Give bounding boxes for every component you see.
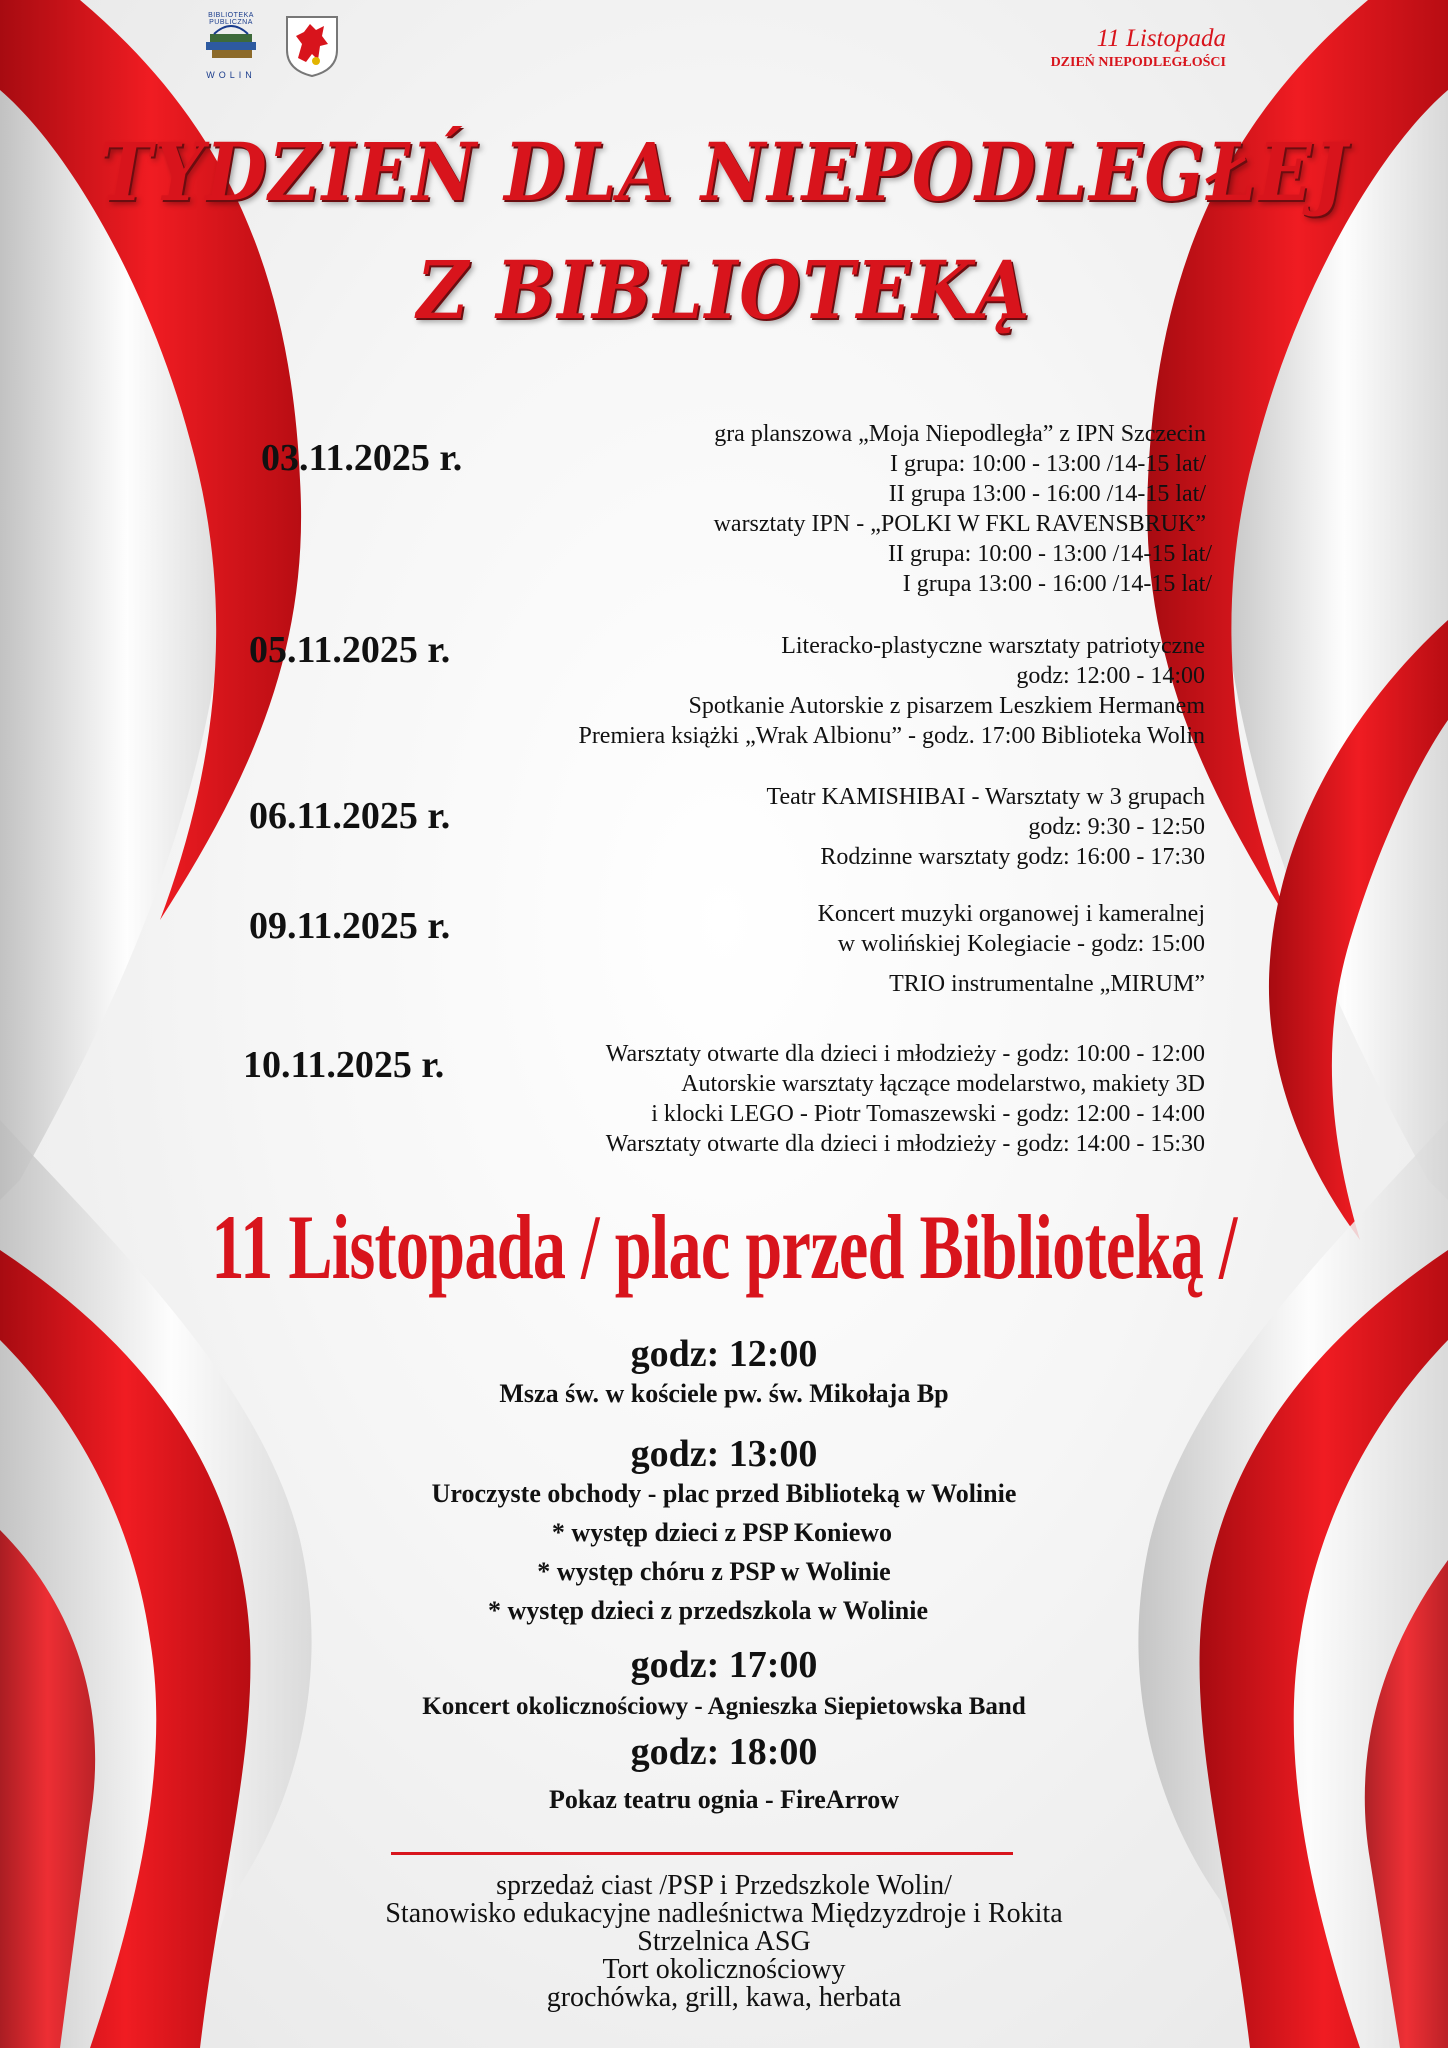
- library-logo-text: BIBLIOTEKA PUBLICZNA: [208, 12, 254, 26]
- event-line: warsztaty IPN - „POLKI W FKL RAVENSBRUK”: [713, 511, 1206, 537]
- nov11-hour: godz: 17:00: [630, 1644, 818, 1686]
- event-line: Teatr KAMISHIBAI - Warsztaty w 3 grupach: [766, 784, 1205, 810]
- event-date: 09.11.2025 r.: [249, 905, 451, 947]
- corner-date: 11 Listopada: [1096, 25, 1226, 52]
- event-description: [713, 419, 1212, 599]
- independence-day-label: [1051, 24, 1226, 72]
- event-line: Literacko-plastyczne warsztaty patriotyczne: [781, 633, 1205, 659]
- event-description: [767, 782, 1206, 872]
- event-line: w wolińskiej Kolegiacie - godz: 15:00: [837, 931, 1205, 957]
- poster-title-line1: TYDZIEŃ DLA NIEPODLEGŁEJ: [99, 125, 1349, 219]
- poster-title-line2: Z BIBLIOTEKĄ: [416, 243, 1032, 337]
- corner-subtitle: DZIEŃ NIEPODLEGŁOŚCI: [1050, 55, 1226, 70]
- event-description: [578, 631, 1205, 751]
- footer-line: Stanowisko edukacyjne nadleśnictwa Międzyzdroje i Rokita: [385, 1898, 1063, 1929]
- event-line: Spotkanie Autorskie z pisarzem Leszkiem Hermanem: [688, 693, 1205, 719]
- event-line: Koncert muzyki organowej i kameralnej: [817, 901, 1205, 927]
- library-logo-town: WOLIN: [206, 70, 256, 80]
- event-line: Warsztaty otwarte dla dzieci i młodzieży - godz: 10:00 - 12:00: [605, 1041, 1205, 1067]
- event-date: 05.11.2025 r.: [249, 629, 451, 671]
- nov11-hour: godz: 18:00: [630, 1731, 818, 1773]
- event-line: Warsztaty otwarte dla dzieci i młodzieży - godz: 14:00 - 15:30: [605, 1131, 1205, 1157]
- event-line: TRIO instrumentalne „MIRUM”: [889, 971, 1205, 997]
- nov11-activity: * występ dzieci z przedszkola w Wolinie: [487, 1596, 929, 1625]
- event-date: 06.11.2025 r.: [249, 795, 451, 837]
- event-line: I grupa 13:00 - 16:00 /14-15 lat/: [902, 571, 1212, 597]
- event-line: II grupa: 10:00 - 13:00 /14-15 lat/: [888, 541, 1212, 567]
- event-line: godz: 12:00 - 14:00: [1016, 663, 1205, 689]
- event-line: II grupa 13:00 - 16:00 /14-15 lat/: [888, 481, 1206, 507]
- library-logo: [190, 12, 272, 80]
- event-line: Rodzinne warsztaty godz: 16:00 - 17:30: [820, 844, 1205, 870]
- nov11-activity: Pokaz teatru ognia - FireArrow: [549, 1785, 899, 1814]
- event-line: Autorskie warsztaty łączące modelarstwo, makiety 3D: [681, 1071, 1205, 1097]
- nov11-activity: Koncert okolicznościowy - Agnieszka Siepietowska Band: [422, 1693, 1026, 1720]
- header-logos: [190, 12, 340, 80]
- event-date: 03.11.2025 r.: [261, 437, 463, 479]
- nov11-activity: * występ chóru z PSP w Wolinie: [537, 1557, 891, 1586]
- section-divider: [391, 1852, 1013, 1855]
- footer-line: Tort okolicznościowy: [602, 1954, 846, 1985]
- event-line: gra planszowa „Moja Niepodległa” z IPN Szczecin: [714, 421, 1206, 447]
- event-date: 10.11.2025 r.: [243, 1044, 445, 1086]
- nov11-heading: 11 Listopada / plac przed Biblioteką /: [211, 1196, 1237, 1298]
- nov11-hour: godz: 12:00: [630, 1333, 818, 1375]
- event-description: [818, 899, 1205, 999]
- event-line: Premiera książki „Wrak Albionu” - godz. 17:00 Biblioteka Wolin: [578, 723, 1205, 749]
- footer-line: Strzelnica ASG: [637, 1926, 811, 1957]
- event-line: I grupa: 10:00 - 13:00 /14-15 lat/: [890, 451, 1206, 477]
- nov11-activity: Msza św. w kościele pw. św. Mikołaja Bp: [499, 1379, 949, 1408]
- footer-line: grochówka, grill, kawa, herbata: [546, 1982, 902, 2013]
- event-line: godz: 9:30 - 12:50: [1028, 814, 1205, 840]
- footer-line: sprzedaż ciast /PSP i Przedszkole Wolin/: [496, 1870, 952, 1901]
- nov11-activity: * występ dzieci z PSP Koniewo: [551, 1518, 893, 1547]
- nov11-hour: godz: 13:00: [630, 1433, 818, 1475]
- event-description: [606, 1039, 1205, 1159]
- town-crest-icon: [284, 14, 340, 78]
- event-line: i klocki LEGO - Piotr Tomaszewski - godz: 12:00 - 14:00: [651, 1101, 1205, 1127]
- nov11-activity: Uroczyste obchody - plac przed Biblioteką w Wolinie: [431, 1479, 1017, 1508]
